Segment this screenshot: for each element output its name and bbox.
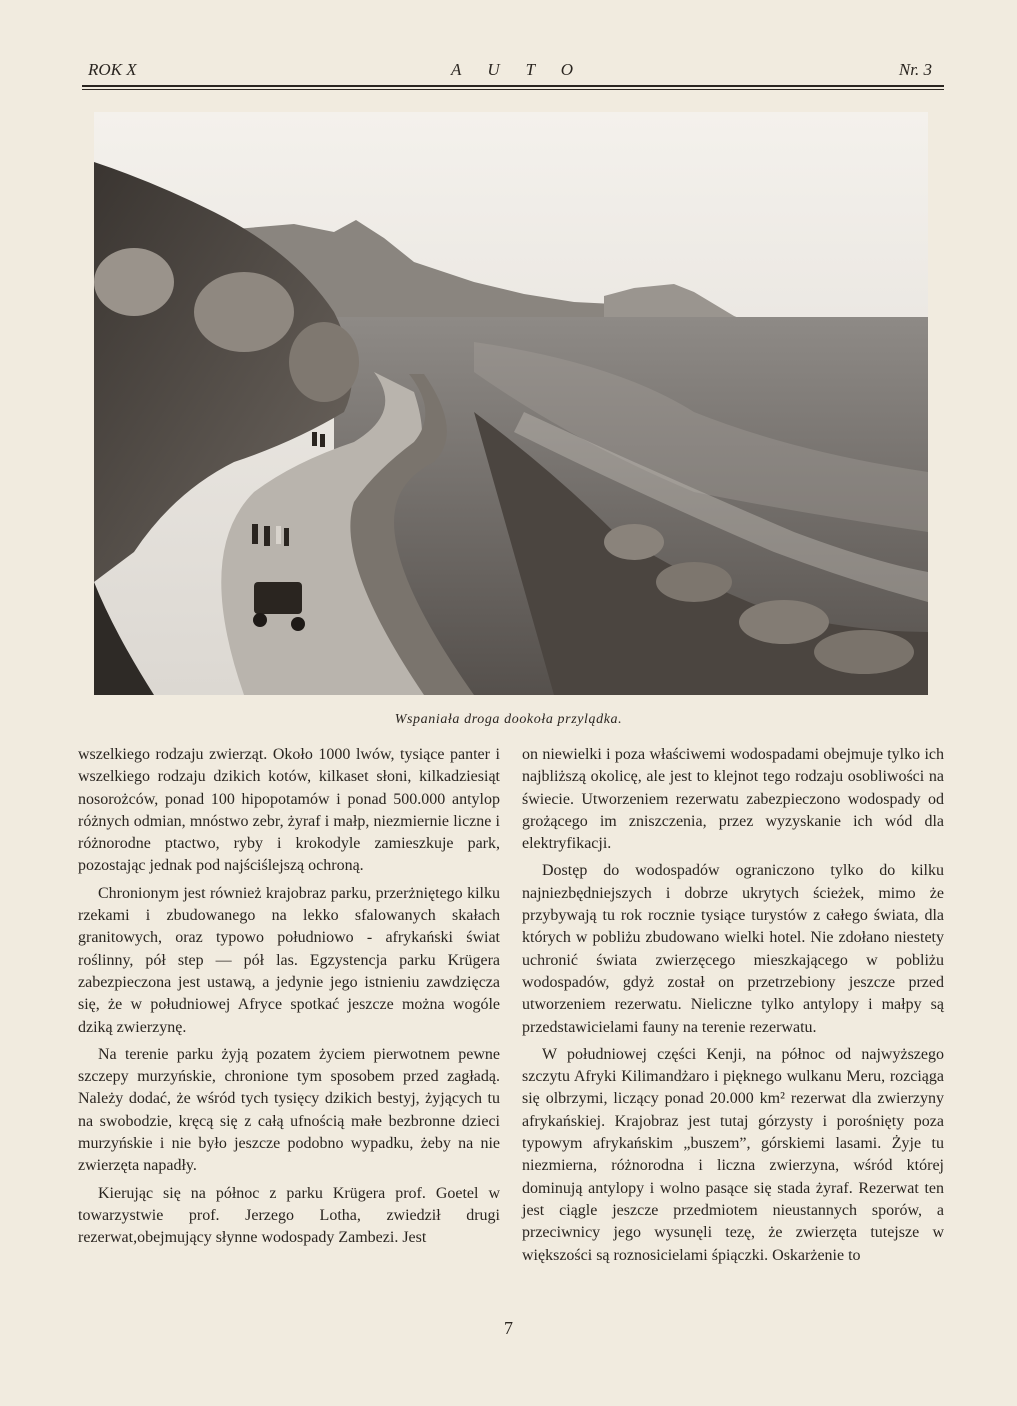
paragraph: wszelkiego rodzaju zwierząt. Około 1000 lwów, tysiące panter i wszelkiego rodzaju dzikich kotów, kilkaset słoni, kilkadziesiąt nosorożców, ponad 100 hipopotamów i ponad 500.000 antylop różnych odmian, mnóstwo zebr, żyraf i małp, niezmiernie liczne i różnorodne ptactwo, ryby i krokodyle zamieszkuje park, pozostając jednak pod najściślejszą ochroną. — [78, 746, 500, 875]
paragraph: on niewielki i poza właściwemi wodospadami obejmuje tylko ich najbliższą okolicę, ale jest to klejnot tego rodzaju osobliwości na świecie. Utworzeniem rezerwatu zabezpieczono wodospady od grożącego im zniszczenia, przez wyzyskanie ich wód dla elektryfikacji. — [522, 746, 944, 853]
photo-caption: Wspaniała droga dookoła przylądka. — [394, 712, 623, 727]
paragraph: W południowej części Kenji, na północ od najwyższego szczytu Afryki Kilimandżaro i pięknego wulkanu Meru, rozciąga się olbrzymi, liczący ponad 20.000 km² rezerwat dla zwierzyny afrykańskiej. Krajobraz jest tutaj górzysty i porośnięty poza typowym afrykańskim „buszem”, górskiemi lasami. Żyje tu niezmierna, różnorodna i liczna zwierzyna, wśród której dominują antylopy i wolno pasące się stada żyraf. Rezerwat ten jest ciągle jeszcze przedmiotem nieustannych sporów, a przeciwnicy jego wysunęli tezę, że zwierzęta tutejsze w większości są roznosicielami śpiączki. Oskarżenie to — [522, 1045, 944, 1264]
header-magazine-title: AUTO — [450, 60, 600, 79]
header-issue-number: Nr. 3 — [898, 60, 932, 79]
header-rule-thin — [82, 89, 944, 90]
header-volume: ROK X — [88, 60, 137, 79]
text-column-left — [78, 744, 500, 1255]
running-header — [82, 58, 942, 84]
paragraph: Dostęp do wodospadów ograniczono tylko do kilku najniezbędniejszych i dobrze ukrytych ścieżek, mimo że przybywają tu rok rocznie tysiące turystów z całego świata, dla których w pobliżu zbudowano wielki hotel. Nie zdołano niestety uchronić świata zwierzęcego mieszkającego w pobliżu wodospadów, gdyż został on przetrzebiony jeszcze przed utworzeniem rezerwatu. Nieliczne tylko antylopy i małpy są przedstawicielami fauny na terenie rezerwatu. — [522, 862, 944, 1036]
page-number: 7 — [504, 1318, 513, 1338]
header-rule-thick — [82, 85, 944, 87]
text-column-right — [522, 744, 944, 1272]
paragraph: Na terenie parku żyją pozatem życiem pierwotnem pewne szczepy murzyńskie, chronione tym sposobem przed zagładą. Należy dodać, że wśród tych tysięcy dzikich bestyj, żyjących tu na swobodzie, kręcą się z całą ufnością małe bezbronne dzieci murzyńskie i nie było jeszcze podobno wypadku, żeby na nie zwierzęta napadły. — [78, 1045, 500, 1175]
paragraph: Kierując się na północ z parku Krügera prof. Goetel w towarzystwie prof. Jerzego Lotha, zwiedził drugi rezerwat,obejmujący słynne wodospady Zambezi. Jest — [78, 1184, 500, 1247]
paragraph: Chronionym jest również krajobraz parku, przerżniętego kilku rzekami i zbudowanego na lekko sfalowanych skałach granitowych, oraz typowo południowo - afrykański świat roślinny, pół step — pół las. Egzystencja parku Krügera zabezpieczona jest ustawą, a jedynie jego istnieniu zawdzięcza się, że w południowej Afryce spotkać jeszcze można wogóle dziką zwierzynę. — [78, 884, 500, 1036]
coastal-road-photo — [94, 112, 928, 695]
